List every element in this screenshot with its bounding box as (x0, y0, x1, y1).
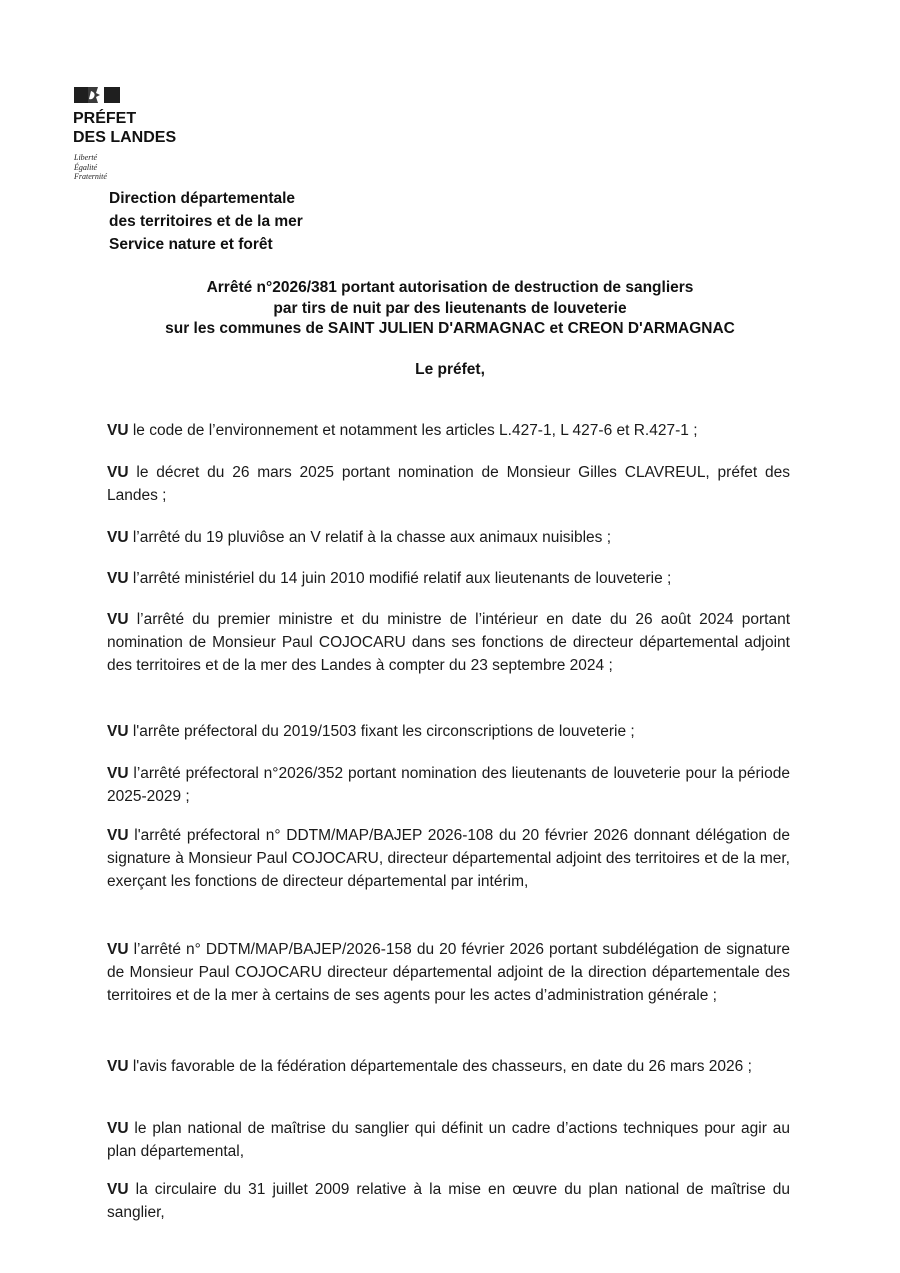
consideration-4 (107, 567, 790, 590)
decree-title (100, 278, 800, 340)
consideration-1 (107, 419, 790, 442)
consideration-text: l’arrêté préfectoral n°2026/352 portant nomination des lieutenants de louveterie pour la période 2025-2029 ; (107, 765, 790, 805)
consideration-text: l'arrête préfectoral du 2019/1503 fixant les circonscriptions de louveterie ; (132, 723, 635, 740)
prefecture-line: PRÉFET (73, 110, 137, 127)
vu-keyword: VU (107, 529, 129, 546)
consideration-3 (107, 526, 790, 549)
service-line: des territoires et de la mer (109, 213, 303, 230)
consideration-11 (107, 1117, 790, 1163)
consideration-12 (107, 1178, 790, 1224)
consideration-text: la circulaire du 31 juillet 2009 relative à la mise en œuvre du plan national de maîtrise du sanglier, (107, 1181, 790, 1221)
consideration-8 (107, 824, 790, 893)
consideration-text: l'avis favorable de la fédération départementale des chasseurs, en date du 26 mars 2026 ; (132, 1058, 752, 1075)
vu-keyword: VU (107, 464, 129, 481)
motto-line: Égalité (74, 162, 98, 172)
consideration-2 (107, 461, 790, 507)
motto-line: Liberté (74, 153, 98, 162)
vu-keyword: VU (107, 765, 129, 782)
vu-keyword: VU (107, 827, 129, 844)
marianne-logo-icon (74, 87, 120, 103)
motto-line: Fraternité (74, 172, 107, 181)
vu-keyword: VU (107, 941, 129, 958)
vu-keyword: VU (107, 723, 129, 740)
republic-motto (74, 153, 107, 182)
title-line: par tirs de nuit par des lieutenants de louveterie (273, 299, 627, 317)
consideration-text: l’arrêté du 19 pluviôse an V relatif à la chasse aux animaux nuisibles ; (132, 529, 612, 546)
vu-keyword: VU (107, 1058, 129, 1075)
vu-keyword: VU (107, 422, 129, 439)
prefecture-name (73, 109, 176, 147)
consideration-text: l'arrêté préfectoral n° DDTM/MAP/BAJEP 2026-108 du 20 février 2026 donnant délégation de signature à Monsieur Paul COJOCARU, directeur départemental adjoint des territoires et de la mer, exerçant les fonctions de directeur départemental par intérim, (107, 827, 790, 890)
consideration-7 (107, 762, 790, 808)
consideration-6 (107, 720, 790, 743)
consideration-text: l’arrêté ministériel du 14 juin 2010 modifié relatif aux lieutenants de louveterie ; (132, 570, 672, 587)
service-block (109, 187, 303, 256)
consideration-text: l’arrêté du premier ministre et du ministre de l’intérieur en date du 26 août 2024 portant nomination de Monsieur Paul COJOCARU dans ses fonctions de directeur départemental adjoint des territoires et de la mer des Landes à compter du 23 septembre 2024 ; (107, 611, 790, 674)
consideration-10 (107, 1055, 790, 1078)
vu-keyword: VU (107, 570, 129, 587)
title-line: Arrêté n°2026/381 portant autorisation de destruction de sangliers (206, 279, 694, 296)
vu-keyword: VU (107, 1181, 129, 1198)
service-line: Service nature et forêt (109, 236, 273, 253)
consideration-text: le plan national de maîtrise du sanglier qui définit un cadre d’actions techniques pour agir au plan départemental, (107, 1120, 790, 1160)
greeting: Le préfet, (415, 361, 485, 378)
consideration-5 (107, 608, 790, 677)
consideration-9 (107, 938, 790, 1007)
consideration-text: l’arrêté n° DDTM/MAP/BAJEP/2026-158 du 20 février 2026 portant subdélégation de signature de Monsieur Paul COJOCARU directeur départemental adjoint de la direction départementale des territoires et de la mer à certains de ses agents pour les actes d’administration générale ; (107, 941, 790, 1004)
prefecture-line: DES LANDES (73, 129, 177, 146)
vu-keyword: VU (107, 1120, 129, 1137)
consideration-text: le décret du 26 mars 2025 portant nomination de Monsieur Gilles CLAVREUL, préfet des Landes ; (107, 464, 791, 504)
vu-keyword: VU (107, 611, 129, 628)
consideration-text: le code de l’environnement et notamment les articles L.427-1, L 427-6 et R.427-1 ; (132, 422, 698, 439)
service-line: Direction départementale (109, 190, 296, 207)
title-line: sur les communes de SAINT JULIEN D'ARMAGNAC et CREON D'ARMAGNAC (165, 320, 735, 337)
